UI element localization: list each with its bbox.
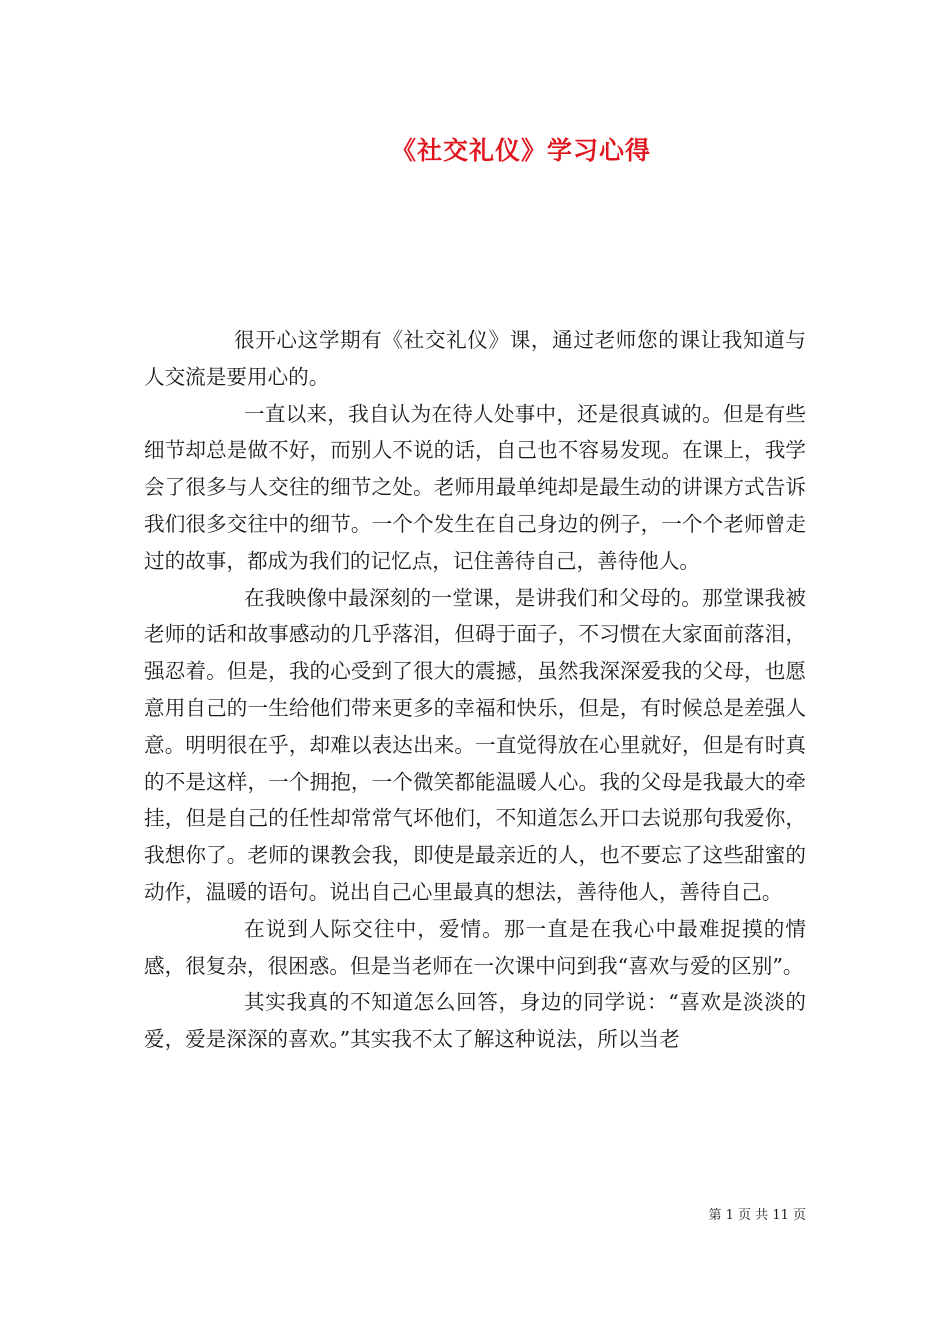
paragraph-2: 一直以来，我自认为在待人处事中，还是很真诚的。但是有些细节却总是做不好，而别人不说的话，自己也不容易发现。在课上，我学会了很多与人交往的细节之处。老师用最单纯却是最生动的讲课方式告诉我们很多交往中的细节。一个个发生在自己身边的例子，一个个老师曾走过的故事，都成为我们的记忆点，记住善待自己，善待他人。 — [144, 401, 806, 573]
paragraph-5: 其实我真的不知道怎么回答，身边的同学说：“喜欢是淡淡的爱，爱是深深的喜欢。”其实我不太了解这种说法，所以当老 — [144, 990, 806, 1052]
paragraph-4: 在说到人际交往中，爱情。那一直是在我心中最难捉摸的情感，很复杂，很困惑。但是当老师在一次课中问到我“喜欢与爱的区别”。 — [144, 916, 806, 978]
paragraph-3: 在我映像中最深刻的一堂课，是讲我们和父母的。那堂课我被老师的话和故事感动的几乎落泪，但碍于面子，不习惯在大家面前落泪，强忍着。但是，我的心受到了很大的震撼，虽然我深深爱我的父母，也愿意用自己的一生给他们带来更多的幸福和快乐，但是，有时候总是差强人意。明明很在乎，却难以表达出来。一直觉得放在心里就好，但是有时真的不是这样，一个拥抱，一个微笑都能温暖人心。我的父母是我最大的牵挂，但是自己的任性却常常气坏他们，不知道怎么开口去说那句我爱你，我想你了。老师的课教会我，即使是最亲近的人，也不要忘了这些甜蜜的动作，温暖的语句。说出自己心里最真的想法，善待他人，善待自己。 — [144, 585, 806, 904]
document-title: 《社交礼仪》学习心得 — [390, 136, 651, 165]
page-number: 第 1 页 共 11 页 — [708, 1208, 806, 1223]
paragraph-1: 很开心这学期有《社交礼仪》课，通过老师您的课让我知道与人交流是要用心的。 — [144, 328, 806, 389]
document-body — [144, 322, 806, 1058]
